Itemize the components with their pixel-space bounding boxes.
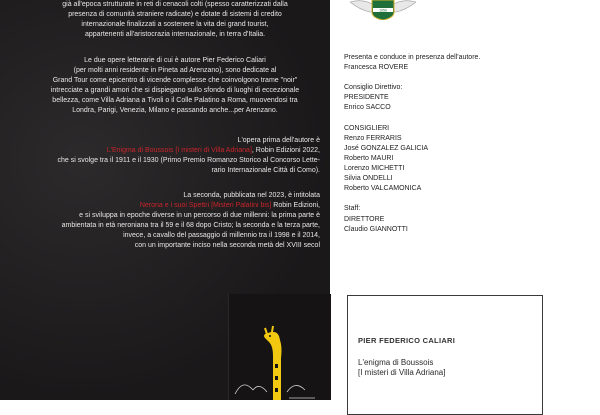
text-line: rario Internazionale Città di Como). <box>211 167 320 175</box>
spacer <box>344 194 584 204</box>
text-line: ambientata in età neroniana tra il 59 e il 68 dopo Cristo; la seconda e la terza parte, <box>61 222 320 230</box>
role-label: DIRETTORE <box>344 215 385 223</box>
giraffe-illustration <box>229 294 331 400</box>
text-line: che si svolge tra il 1911 e il 1930 (Primo Premio Romanzo Storico al Concorso Lette- <box>57 157 320 165</box>
club-crest-icon <box>350 0 416 20</box>
text-line: appartenenti all'aristocrazia internazionale, in terra d'Italia. <box>84 31 266 39</box>
member-name: Enrico SACCO <box>344 104 391 112</box>
spacer <box>344 114 584 124</box>
member-name: Roberto VALCAMONICA <box>344 185 422 193</box>
text-line: con un importante inciso nella seconda metà del XVIII secol <box>134 242 320 250</box>
text-line: La seconda, pubblicata nel 2023, è intitolata <box>183 192 320 199</box>
text-line: , Robin Edizioni 2022, <box>251 147 320 155</box>
book-cover <box>347 295 543 415</box>
text-line: L'opera prima dell'autore è <box>237 137 320 144</box>
text-line: internazionale finalizzati a sostenere la vita dei grand tourist, <box>81 21 269 29</box>
presenter-name: Francesca ROVERE <box>344 64 409 72</box>
member-name: Silvia ONDELLI <box>344 175 393 183</box>
club-logo <box>350 0 416 20</box>
text-line: Robin Edizioni, <box>271 202 320 210</box>
text-line: presenza di comunità straniere radicate) e dotate di sistemi di credito <box>68 11 282 19</box>
cover-title-line: [I misteri di Villa Adriana] <box>358 368 446 377</box>
text-line: bellezza, come Villa Adriana a Tivoli o il Colle Palatino a Roma, muovendosi tra <box>52 97 298 105</box>
intro-paragraph <box>30 0 320 40</box>
board-heading: Consiglio Direttivo: <box>344 84 403 92</box>
member-name: Renzo FERRARIS <box>344 134 402 142</box>
cover-author: PIER FEDERICO CALIARI <box>358 336 456 345</box>
member-name: Claudio GIANNOTTI <box>344 225 408 233</box>
staff-heading: Staff: <box>344 205 361 213</box>
role-label: CONSIGLIERI <box>344 124 390 132</box>
text-line: Grand Tour come epicentro di vicende complesse che coinvolgono trame "noir" <box>52 77 298 85</box>
book-title-link: L'Enigma di Boussois [I misteri di Villa Adriana] <box>106 147 252 155</box>
text-line: e si sviluppa in epoche diverse in un percorso di due millenni: la prima parte è <box>79 212 320 220</box>
presenter-intro: Presenta e conduce in presenza dell'autore. <box>344 54 481 61</box>
member-name: José GONZALEZ GALICIA <box>344 144 429 152</box>
book-cover-thumbnail <box>228 294 331 400</box>
role-label: PRESIDENTE <box>344 94 389 102</box>
cover-title-line: L'enigma di Boussois <box>358 358 434 367</box>
text-line: intrecciate a grandi amori che si dispiegano sullo sfondo di luoghi di eccezionale <box>50 87 300 95</box>
cover-title <box>358 358 445 378</box>
right-panel <box>330 0 600 400</box>
text-line: Londra, Parigi, Venezia, Milano e passando anche...per Arenzano. <box>72 107 278 115</box>
credits-list <box>344 53 584 235</box>
works-paragraph <box>30 56 320 117</box>
book-title-link: Nerona e i suoi Spettri [Misteri Palatini bis] <box>139 202 272 210</box>
text-line: (per molti anni residente in Pineta ad Arenzano), sono dedicate al <box>73 67 277 75</box>
first-work-paragraph <box>28 136 320 176</box>
member-name: Lorenzo MICHETTI <box>344 165 405 173</box>
second-work-paragraph <box>28 191 320 252</box>
text-line: Le due opere letterarie di cui è autore Pier Federico Caliari <box>84 57 266 64</box>
text-line: già all'epoca strutturate in reti di cenacoli colti (spesso caratterizzati dalla <box>62 1 288 8</box>
logo-year: 1959 <box>379 8 387 13</box>
spacer <box>344 73 584 83</box>
member-name: Roberto MAURI <box>344 154 394 162</box>
text-line: invece, a cavallo del passaggio di millennio tra il 1998 e il 2014, <box>123 232 320 240</box>
